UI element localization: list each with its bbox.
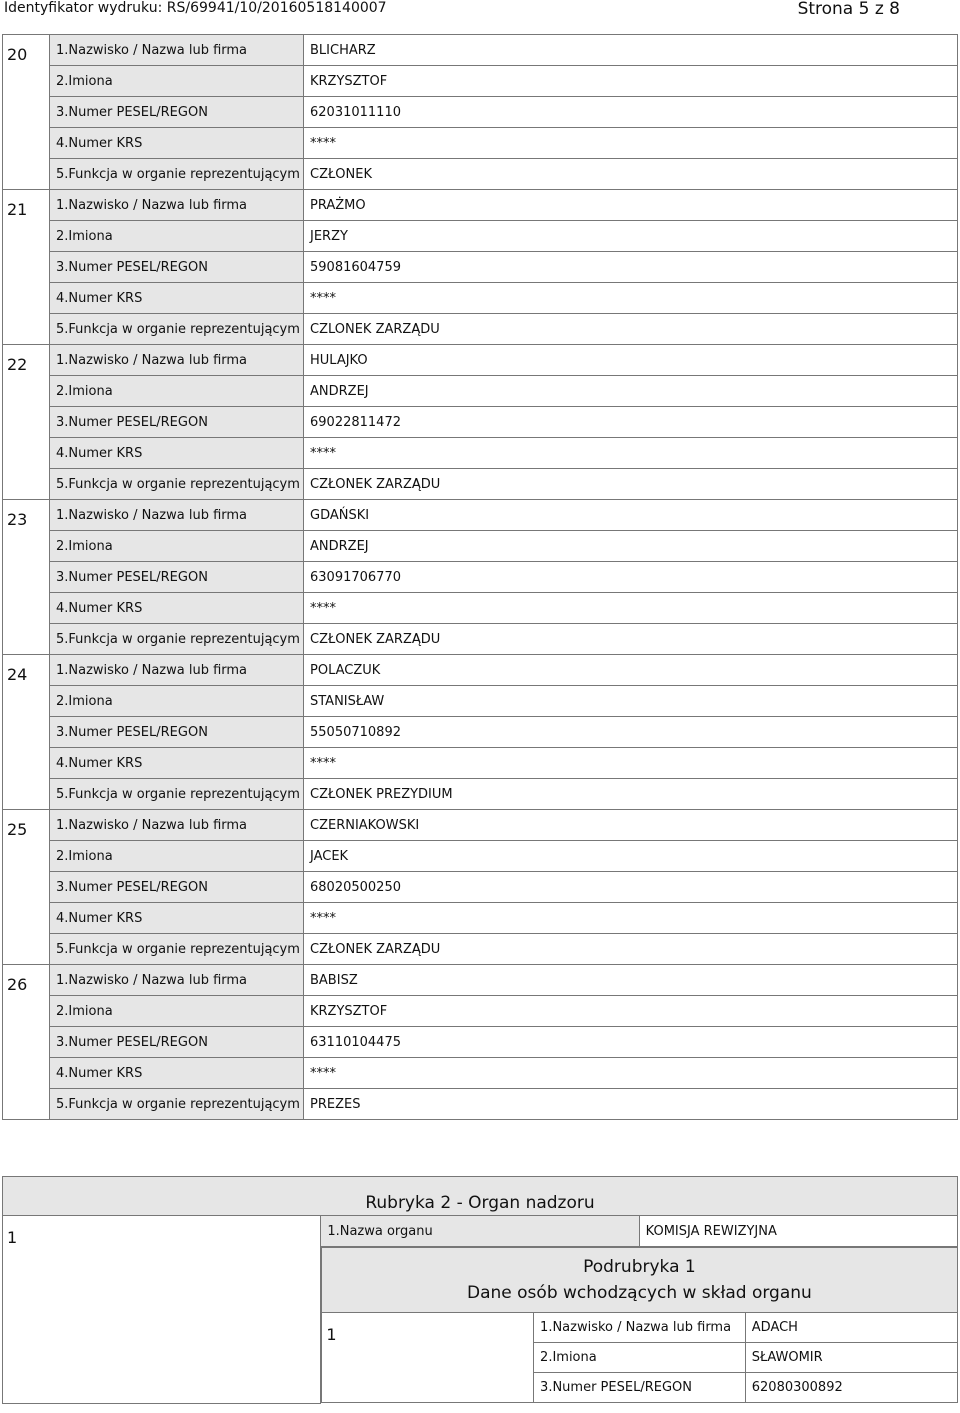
member-row-krs [3, 438, 958, 469]
field-value-pesel: 63110104475 [304, 1027, 958, 1058]
field-value-krs: **** [304, 128, 958, 159]
representation-members-table [2, 34, 958, 1120]
field-value-function: CZŁONEK PREZYDIUM [304, 779, 958, 810]
field-value-pesel: 59081604759 [304, 252, 958, 283]
field-label-name: 1.Nazwisko / Nazwa lub firma [50, 345, 304, 376]
field-value-name: POLACZUK [304, 655, 958, 686]
field-value-first-names: KRZYSZTOF [304, 66, 958, 97]
member-row-name [3, 35, 958, 66]
field-value-first-names: STANISŁAW [304, 686, 958, 717]
field-value-first-names: JACEK [304, 841, 958, 872]
field-label-first-names: 2.Imiona [50, 376, 304, 407]
subsection-banner [322, 1248, 957, 1313]
field-value-pesel: 55050710892 [304, 717, 958, 748]
field-label-pesel: 3.Numer PESEL/REGON [50, 872, 304, 903]
member-row-first-names [3, 376, 958, 407]
member-number: 24 [3, 655, 50, 810]
member-number: 26 [3, 965, 50, 1120]
field-label-pesel: 3.Numer PESEL/REGON [50, 1027, 304, 1058]
member-number: 20 [3, 35, 50, 190]
member-number: 21 [3, 190, 50, 345]
member-row-function [3, 314, 958, 345]
member-row-pesel [3, 717, 958, 748]
member-row-first-names [3, 531, 958, 562]
field-label-first-names: 2.Imiona [50, 221, 304, 252]
field-value-krs: **** [304, 1058, 958, 1089]
person-name-value: ADACH [745, 1313, 957, 1343]
organ-name-label: 1.Nazwa organu [321, 1216, 639, 1247]
member-row-pesel [3, 1027, 958, 1058]
field-label-name: 1.Nazwisko / Nazwa lub firma [50, 655, 304, 686]
member-row-name [3, 190, 958, 221]
field-label-krs: 4.Numer KRS [50, 748, 304, 779]
field-label-pesel: 3.Numer PESEL/REGON [50, 252, 304, 283]
member-row-krs [3, 903, 958, 934]
member-row-name [3, 810, 958, 841]
person-name-label: 1.Nazwisko / Nazwa lub firma [534, 1313, 746, 1343]
member-row-function [3, 469, 958, 500]
member-row-krs [3, 128, 958, 159]
member-row-function [3, 159, 958, 190]
field-label-pesel: 3.Numer PESEL/REGON [50, 717, 304, 748]
field-label-function: 5.Funkcja w organie reprezentującym [50, 779, 304, 810]
field-value-first-names: ANDRZEJ [304, 376, 958, 407]
person-firstnames-label: 2.Imiona [534, 1343, 746, 1373]
field-value-krs: **** [304, 438, 958, 469]
member-row-first-names [3, 996, 958, 1027]
field-label-krs: 4.Numer KRS [50, 903, 304, 934]
field-label-function: 5.Funkcja w organie reprezentującym [50, 159, 304, 190]
field-label-first-names: 2.Imiona [50, 686, 304, 717]
field-label-first-names: 2.Imiona [50, 66, 304, 97]
field-label-name: 1.Nazwisko / Nazwa lub firma [50, 810, 304, 841]
member-row-first-names [3, 221, 958, 252]
field-value-name: CZERNIAKOWSKI [304, 810, 958, 841]
field-value-name: BABISZ [304, 965, 958, 996]
field-value-function: CZŁONEK [304, 159, 958, 190]
field-label-first-names: 2.Imiona [50, 531, 304, 562]
field-value-krs: **** [304, 593, 958, 624]
field-value-function: CZŁONEK ZARZĄDU [304, 934, 958, 965]
page-number: Strona 5 z 8 [797, 0, 900, 19]
field-value-function: PREZES [304, 1089, 958, 1120]
field-value-first-names: KRZYSZTOF [304, 996, 958, 1027]
member-row-name [3, 345, 958, 376]
organ-name-value: KOMISJA REWIZYJNA [639, 1216, 957, 1247]
member-row-function [3, 934, 958, 965]
print-identifier: Identyfikator wydruku: RS/69941/10/20160518140007 [4, 0, 387, 16]
field-label-name: 1.Nazwisko / Nazwa lub firma [50, 190, 304, 221]
member-row-function [3, 779, 958, 810]
member-number: 23 [3, 500, 50, 655]
person-pesel-label: 3.Numer PESEL/REGON [534, 1373, 746, 1403]
member-row-krs [3, 748, 958, 779]
subsection-container [321, 1247, 958, 1404]
field-label-krs: 4.Numer KRS [50, 1058, 304, 1089]
member-row-function [3, 1089, 958, 1120]
field-label-function: 5.Funkcja w organie reprezentującym [50, 934, 304, 965]
field-label-krs: 4.Numer KRS [50, 438, 304, 469]
field-value-function: CZŁONEK ZARZĄDU [304, 624, 958, 655]
member-row-krs [3, 283, 958, 314]
member-number: 22 [3, 345, 50, 500]
field-value-first-names: JERZY [304, 221, 958, 252]
member-row-pesel [3, 872, 958, 903]
field-value-name: PRAŻMO [304, 190, 958, 221]
person-pesel-value: 62080300892 [745, 1373, 957, 1403]
field-value-krs: **** [304, 283, 958, 314]
subsection-table [321, 1247, 957, 1403]
field-label-pesel: 3.Numer PESEL/REGON [50, 407, 304, 438]
member-row-krs [3, 593, 958, 624]
field-value-pesel: 68020500250 [304, 872, 958, 903]
field-value-first-names: ANDRZEJ [304, 531, 958, 562]
field-value-pesel: 63091706770 [304, 562, 958, 593]
subsection-title: Podrubryka 1 [583, 1257, 696, 1277]
print-header [0, 0, 960, 22]
member-row-name [3, 500, 958, 531]
member-row-pesel [3, 252, 958, 283]
field-label-krs: 4.Numer KRS [50, 128, 304, 159]
organ-entry-number: 1 [3, 1216, 321, 1404]
field-label-name: 1.Nazwisko / Nazwa lub firma [50, 965, 304, 996]
field-value-pesel: 62031011110 [304, 97, 958, 128]
field-label-name: 1.Nazwisko / Nazwa lub firma [50, 35, 304, 66]
field-label-function: 5.Funkcja w organie reprezentującym [50, 624, 304, 655]
member-row-pesel [3, 97, 958, 128]
member-row-first-names [3, 841, 958, 872]
field-value-pesel: 69022811472 [304, 407, 958, 438]
member-row-first-names [3, 686, 958, 717]
member-row-krs [3, 1058, 958, 1089]
field-label-krs: 4.Numer KRS [50, 283, 304, 314]
field-label-krs: 4.Numer KRS [50, 593, 304, 624]
field-label-name: 1.Nazwisko / Nazwa lub firma [50, 500, 304, 531]
field-value-name: HULAJKO [304, 345, 958, 376]
field-value-function: CZLONEK ZARZĄDU [304, 314, 958, 345]
field-label-pesel: 3.Numer PESEL/REGON [50, 562, 304, 593]
member-row-first-names [3, 66, 958, 97]
field-value-krs: **** [304, 748, 958, 779]
member-row-name [3, 655, 958, 686]
field-value-krs: **** [304, 903, 958, 934]
field-value-name: GDAŃSKI [304, 500, 958, 531]
supervisory-organ-section [2, 1176, 958, 1404]
field-value-name: BLICHARZ [304, 35, 958, 66]
field-label-first-names: 2.Imiona [50, 841, 304, 872]
person-entry-number: 1 [322, 1313, 534, 1403]
member-row-pesel [3, 407, 958, 438]
member-number: 25 [3, 810, 50, 965]
field-label-function: 5.Funkcja w organie reprezentującym [50, 469, 304, 500]
rubryka-title: Rubryka 2 - Organ nadzoru [3, 1177, 958, 1216]
member-row-name [3, 965, 958, 996]
subsection-subtitle: Dane osób wchodzących w skład organu [467, 1283, 812, 1303]
field-label-function: 5.Funkcja w organie reprezentującym [50, 314, 304, 345]
field-value-function: CZŁONEK ZARZĄDU [304, 469, 958, 500]
member-row-pesel [3, 562, 958, 593]
person-firstnames-value: SŁAWOMIR [745, 1343, 957, 1373]
field-label-first-names: 2.Imiona [50, 996, 304, 1027]
field-label-pesel: 3.Numer PESEL/REGON [50, 97, 304, 128]
field-label-function: 5.Funkcja w organie reprezentującym [50, 1089, 304, 1120]
member-row-function [3, 624, 958, 655]
